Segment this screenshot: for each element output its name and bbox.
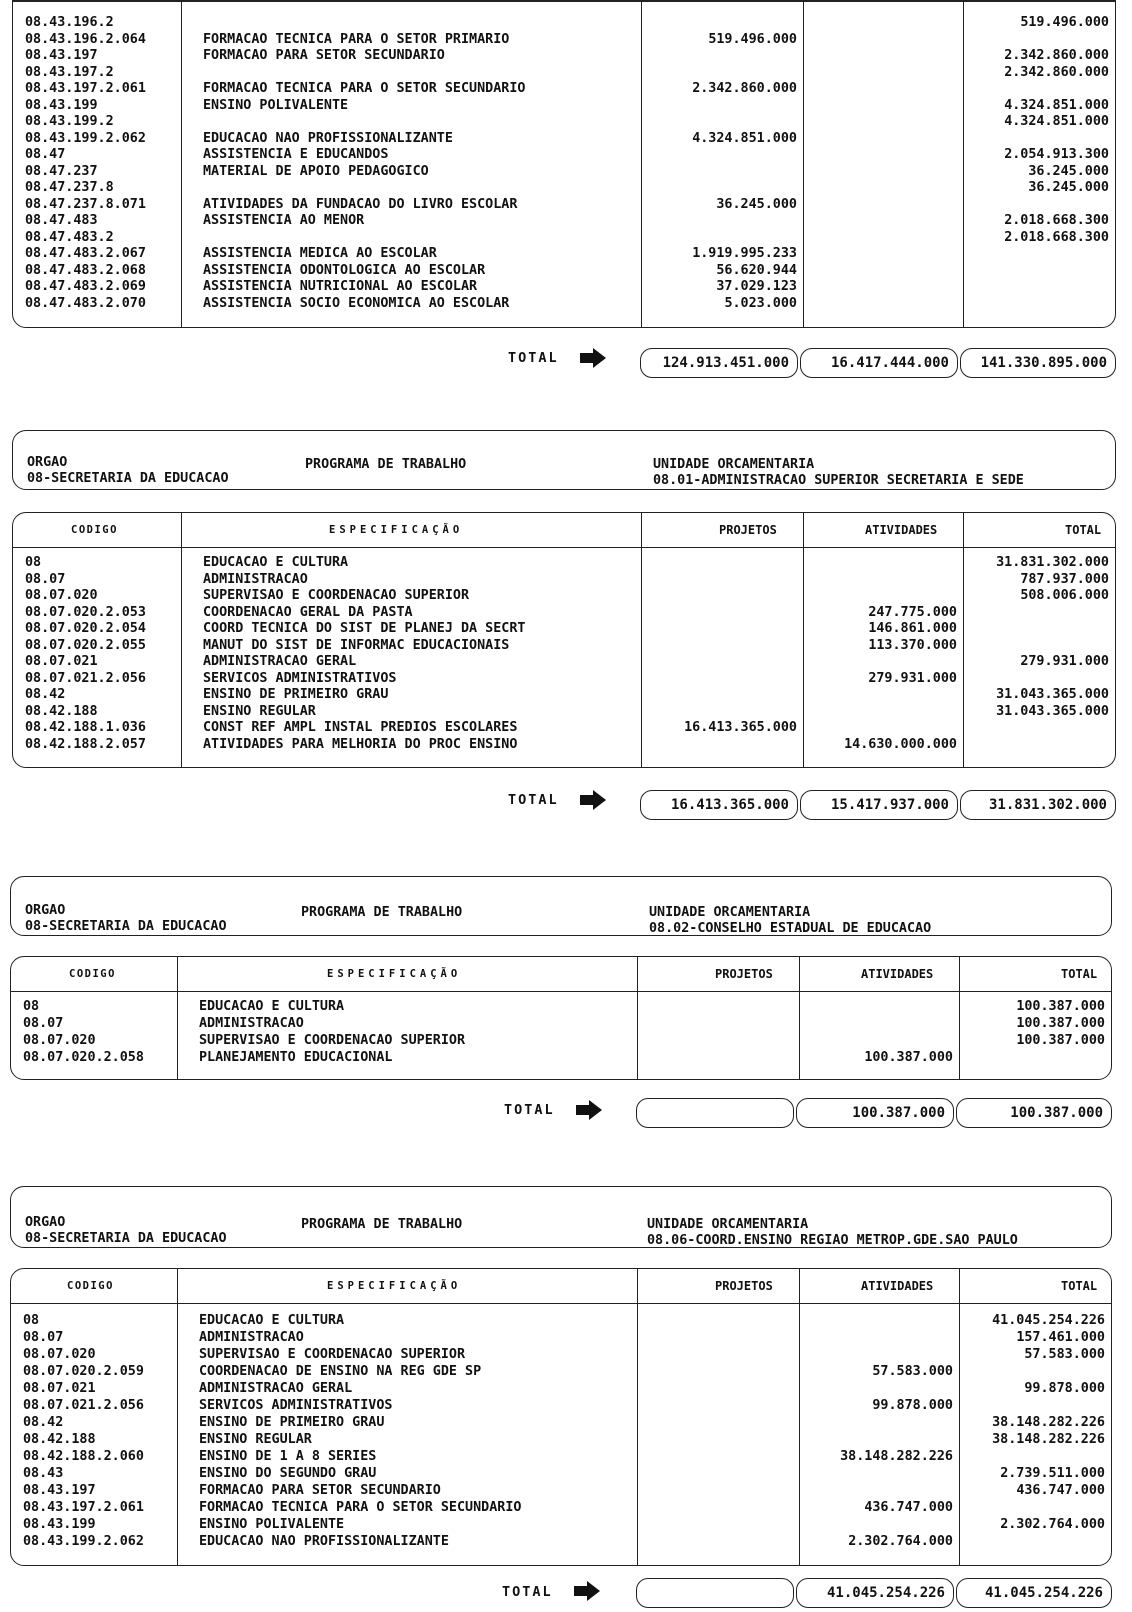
row-codigo: 08.07.021 (25, 654, 98, 669)
orgao-label: ORGAO (25, 903, 66, 918)
row-especificacao: SERVICOS ADMINISTRATIVOS (199, 1398, 393, 1413)
table-row (11, 1313, 1111, 1330)
total-label: TOTAL (504, 1102, 555, 1118)
table-row (13, 98, 1115, 115)
unidade-name: 08.01-ADMINISTRACAO SUPERIOR SECRETARIA E SEDE (653, 473, 1024, 488)
table-row (13, 279, 1115, 296)
row-especificacao: ENSINO DE 1 A 8 SERIES (199, 1449, 377, 1464)
row-total: 36.245.000 (1028, 163, 1109, 179)
row-especificacao: MANUT DO SIST DE INFORMAC EDUCACIONAIS (203, 637, 510, 653)
row-codigo: 08.43.199 (25, 97, 98, 113)
row-atividades: 279.931.000 (868, 670, 957, 686)
table-row (13, 654, 1115, 671)
row-especificacao: MATERIAL DE APOIO PEDAGOGICO (203, 163, 429, 179)
header-divider (11, 1303, 1111, 1304)
row-atividades: 38.148.282.226 (840, 1449, 953, 1464)
table-row (13, 296, 1115, 313)
row-codigo: 08.43.197 (25, 48, 98, 63)
row-projetos: 5.023.000 (724, 295, 797, 311)
row-especificacao: EDUCACAO E CULTURA (199, 1313, 345, 1328)
row-especificacao: ASSISTENCIA E EDUCANDOS (203, 147, 389, 162)
row-total: 31.043.365.000 (996, 703, 1109, 719)
row-codigo: 08.43 (23, 1466, 64, 1481)
table-row (11, 999, 1111, 1016)
header-total: TOTAL (1065, 523, 1102, 537)
row-total: 519.496.000 (1020, 15, 1109, 30)
table-row (13, 671, 1115, 688)
total-geral: 141.330.895.000 (960, 348, 1116, 378)
header-total: TOTAL (1061, 1279, 1098, 1293)
row-atividades: 436.747.000 (864, 1500, 953, 1515)
row-projetos: 37.029.123 (716, 279, 797, 294)
row-total: 2.302.764.000 (1000, 1517, 1105, 1532)
budget-table (10, 956, 1112, 1080)
header-projetos: PROJETOS (715, 967, 773, 981)
total-geral: 41.045.254.226 (956, 1578, 1112, 1608)
row-total: 38.148.282.226 (992, 1432, 1105, 1447)
row-especificacao: ENSINO REGULAR (199, 1432, 312, 1447)
row-especificacao: ATIVIDADES DA FUNDACAO DO LIVRO ESCOLAR (203, 196, 518, 212)
header-codigo: CODIGO (69, 968, 116, 980)
row-total: 100.387.000 (1016, 999, 1105, 1014)
row-codigo: 08.42.188 (25, 703, 98, 719)
header-divider (11, 991, 1111, 992)
total-atividades: 15.417.937.000 (800, 790, 958, 820)
row-codigo: 08 (23, 999, 40, 1014)
row-codigo: 08.47.483.2.067 (25, 246, 146, 261)
row-codigo: 08.07.021.2.056 (25, 670, 146, 686)
row-especificacao: ADMINISTRACAO GERAL (199, 1381, 353, 1396)
table-row (13, 114, 1115, 131)
row-atividades: 146.861.000 (868, 621, 957, 636)
row-codigo: 08.47.483.2 (25, 229, 114, 245)
header-total: TOTAL (1061, 967, 1098, 981)
row-codigo: 08.43.196.2.064 (25, 31, 146, 47)
total-atividades: 100.387.000 (796, 1098, 954, 1128)
table-row (13, 704, 1115, 721)
row-especificacao: ENSINO POLIVALENTE (203, 97, 349, 113)
row-especificacao: EDUCACAO E CULTURA (203, 555, 349, 570)
row-codigo: 08.47.237.8.071 (25, 196, 146, 212)
row-especificacao: ADMINISTRACAO (199, 1330, 304, 1345)
row-codigo: 08.43.199.2.062 (23, 1534, 144, 1549)
total-label: TOTAL (502, 1584, 553, 1600)
table-row (11, 1415, 1111, 1432)
row-especificacao: CONST REF AMPL INSTAL PREDIOS ESCOLARES (203, 720, 518, 735)
row-codigo: 08.43.197 (23, 1483, 96, 1498)
table-row (13, 737, 1115, 754)
row-codigo: 08 (23, 1313, 40, 1328)
table-row (13, 180, 1115, 197)
table-row (13, 230, 1115, 247)
row-especificacao: FORMACAO PARA SETOR SECUNDARIO (199, 1483, 441, 1498)
table-row (13, 638, 1115, 655)
row-total: 100.387.000 (1016, 1016, 1105, 1031)
row-especificacao: ADMINISTRACAO GERAL (203, 654, 357, 669)
table-row (13, 246, 1115, 263)
table-row (13, 147, 1115, 164)
row-codigo: 08.07.020.2.054 (25, 621, 146, 636)
table-row (13, 164, 1115, 181)
arrow-right-icon (572, 1580, 602, 1602)
total-projetos: 124.913.451.000 (640, 348, 798, 378)
row-projetos: 1.919.995.233 (692, 246, 797, 261)
table-row (13, 687, 1115, 704)
table-row (11, 1016, 1111, 1033)
row-codigo: 08.07.021.2.056 (23, 1398, 144, 1413)
row-codigo: 08.07.020 (23, 1347, 96, 1362)
row-especificacao: COORD TECNICA DO SIST DE PLANEJ DA SECRT (203, 621, 526, 636)
row-total: 31.043.365.000 (996, 687, 1109, 702)
row-total: 2.342.860.000 (1004, 64, 1109, 80)
unidade-name: 08.06-COORD.ENSINO REGIAO METROP.GDE.SAO PAULO (647, 1233, 1018, 1248)
header-atividades: ATIVIDADES (865, 523, 938, 537)
total-projetos (636, 1098, 794, 1128)
header-divider (13, 547, 1115, 548)
row-codigo: 08.42.188.1.036 (25, 720, 146, 735)
budget-table (12, 512, 1116, 768)
table-row (13, 15, 1115, 32)
orgao-name: 08-SECRETARIA DA EDUCACAO (25, 1231, 227, 1246)
row-total: 38.148.282.226 (992, 1415, 1105, 1430)
row-total: 99.878.000 (1024, 1381, 1105, 1396)
row-codigo: 08.43.197.2.061 (23, 1500, 144, 1515)
table-row (11, 1500, 1111, 1517)
header-especificacao: ESPECIFICAÇÃO (327, 968, 462, 980)
row-codigo: 08.47.237 (25, 163, 98, 179)
table-row (13, 555, 1115, 572)
row-total: 157.461.000 (1016, 1330, 1105, 1345)
table-row (11, 1432, 1111, 1449)
table-row (11, 1347, 1111, 1364)
unidade-label: UNIDADE ORCAMENTARIA (653, 457, 815, 472)
row-atividades: 57.583.000 (872, 1364, 953, 1379)
unidade-label: UNIDADE ORCAMENTARIA (649, 905, 811, 920)
total-projetos: 16.413.365.000 (640, 790, 798, 820)
row-especificacao: SUPERVISAO E COORDENACAO SUPERIOR (199, 1033, 466, 1048)
row-atividades: 2.302.764.000 (848, 1534, 953, 1549)
row-atividades: 14.630.000.000 (844, 736, 957, 752)
row-projetos: 36.245.000 (716, 196, 797, 212)
row-codigo: 08.42 (23, 1415, 64, 1430)
row-especificacao: FORMACAO TECNICA PARA O SETOR SECUNDARIO (199, 1500, 522, 1515)
row-codigo: 08.47.483.2.069 (25, 279, 146, 294)
table-row (13, 572, 1115, 589)
arrow-right-icon (574, 1099, 604, 1121)
table-row (13, 213, 1115, 230)
row-codigo: 08 (25, 555, 42, 570)
row-codigo: 08.07.020.2.053 (25, 604, 146, 620)
arrow-right-icon (578, 347, 608, 369)
row-total: 279.931.000 (1020, 654, 1109, 669)
row-codigo: 08.47.483.2.070 (25, 295, 146, 311)
row-especificacao: SERVICOS ADMINISTRATIVOS (203, 670, 397, 686)
orgao-label: ORGAO (27, 455, 68, 470)
row-especificacao: PLANEJAMENTO EDUCACIONAL (199, 1050, 393, 1065)
total-geral: 31.831.302.000 (960, 790, 1116, 820)
table-row (11, 1381, 1111, 1398)
row-especificacao: ENSINO DE PRIMEIRO GRAU (199, 1415, 385, 1430)
header-projetos: PROJETOS (719, 523, 777, 537)
row-total: 2.739.511.000 (1000, 1466, 1105, 1481)
header-codigo: CODIGO (71, 524, 118, 536)
row-especificacao: ASSISTENCIA NUTRICIONAL AO ESCOLAR (203, 279, 478, 294)
row-codigo: 08.47.483 (25, 213, 98, 228)
table-row (13, 197, 1115, 214)
row-total: 4.324.851.000 (1004, 114, 1109, 129)
programa-label: PROGRAMA DE TRABALHO (301, 1217, 463, 1232)
programa-label: PROGRAMA DE TRABALHO (305, 457, 467, 472)
table-row (11, 1449, 1111, 1466)
table-row (13, 131, 1115, 148)
row-especificacao: FORMACAO PARA SETOR SECUNDARIO (203, 48, 445, 63)
row-especificacao: ASSISTENCIA SOCIO ECONOMICA AO ESCOLAR (203, 295, 510, 311)
row-atividades: 247.775.000 (868, 604, 957, 620)
total-label: TOTAL (508, 350, 559, 366)
table-row (13, 263, 1115, 280)
row-codigo: 08.47 (25, 147, 66, 162)
header-atividades: ATIVIDADES (861, 967, 934, 981)
table-row (13, 720, 1115, 737)
row-atividades: 100.387.000 (864, 1050, 953, 1065)
row-codigo: 08.42.188 (23, 1432, 96, 1447)
row-especificacao: FORMACAO TECNICA PARA O SETOR PRIMARIO (203, 31, 510, 47)
table-row (13, 48, 1115, 65)
row-especificacao: ASSISTENCIA ODONTOLOGICA AO ESCOLAR (203, 262, 486, 278)
row-especificacao: ATIVIDADES PARA MELHORIA DO PROC ENSINO (203, 736, 518, 752)
header-especificacao: ESPECIFICAÇÃO (329, 524, 464, 536)
total-projetos (636, 1578, 794, 1608)
row-codigo: 08.43.199.2.062 (25, 130, 146, 146)
row-codigo: 08.43.199 (23, 1517, 96, 1532)
row-codigo: 08.07.021 (23, 1381, 96, 1396)
table-row (11, 1534, 1111, 1551)
row-projetos: 2.342.860.000 (692, 81, 797, 96)
orgao-name: 08-SECRETARIA DA EDUCACAO (27, 471, 229, 486)
row-codigo: 08.43.199.2 (25, 114, 114, 129)
row-projetos: 519.496.000 (708, 31, 797, 47)
row-projetos: 16.413.365.000 (684, 720, 797, 735)
header-atividades: ATIVIDADES (861, 1279, 934, 1293)
row-total: 100.387.000 (1016, 1033, 1105, 1048)
orgao-label: ORGAO (25, 1215, 66, 1230)
row-especificacao: ENSINO POLIVALENTE (199, 1517, 345, 1532)
orgao-header-box (10, 876, 1112, 936)
total-geral: 100.387.000 (956, 1098, 1112, 1128)
row-total: 2.054.913.300 (1004, 147, 1109, 162)
header-codigo: CODIGO (67, 1280, 114, 1292)
table-row (13, 588, 1115, 605)
budget-table-continued (12, 0, 1116, 328)
row-especificacao: ENSINO REGULAR (203, 703, 316, 719)
row-codigo: 08.42.188.2.060 (23, 1449, 144, 1464)
row-codigo: 08.07 (25, 571, 66, 587)
row-especificacao: ASSISTENCIA AO MENOR (203, 213, 365, 228)
row-especificacao: SUPERVISAO E COORDENACAO SUPERIOR (199, 1347, 466, 1362)
header-especificacao: ESPECIFICAÇÃO (327, 1280, 462, 1292)
row-codigo: 08.47.237.8 (25, 180, 114, 195)
unidade-label: UNIDADE ORCAMENTARIA (647, 1217, 809, 1232)
table-row (11, 1050, 1111, 1067)
row-especificacao: ADMINISTRACAO (199, 1016, 304, 1031)
row-atividades: 99.878.000 (872, 1398, 953, 1413)
table-row (13, 81, 1115, 98)
row-atividades: 113.370.000 (868, 637, 957, 653)
arrow-right-icon (578, 789, 608, 811)
row-codigo: 08.43.196.2 (25, 15, 114, 30)
row-codigo: 08.07.020 (23, 1033, 96, 1048)
row-especificacao: COORDENACAO DE ENSINO NA REG GDE SP (199, 1364, 482, 1379)
orgao-name: 08-SECRETARIA DA EDUCACAO (25, 919, 227, 934)
row-especificacao: ENSINO DO SEGUNDO GRAU (199, 1466, 377, 1481)
row-total: 508.006.000 (1020, 588, 1109, 603)
row-codigo: 08.43.197.2.061 (25, 81, 146, 96)
header-projetos: PROJETOS (715, 1279, 773, 1293)
table-row (11, 1033, 1111, 1050)
row-total: 41.045.254.226 (992, 1313, 1105, 1328)
row-especificacao: EDUCACAO NAO PROFISSIONALIZANTE (199, 1534, 449, 1549)
row-especificacao: SUPERVISAO E COORDENACAO SUPERIOR (203, 588, 470, 603)
row-codigo: 08.07.020 (25, 588, 98, 603)
programa-label: PROGRAMA DE TRABALHO (301, 905, 463, 920)
row-especificacao: EDUCACAO E CULTURA (199, 999, 345, 1014)
row-codigo: 08.07 (23, 1330, 64, 1345)
row-codigo: 08.47.483.2.068 (25, 262, 146, 278)
row-codigo: 08.42 (25, 687, 66, 702)
table-row (13, 621, 1115, 638)
row-especificacao: ADMINISTRACAO (203, 571, 308, 587)
table-row (11, 1483, 1111, 1500)
row-total: 787.937.000 (1020, 571, 1109, 587)
row-codigo: 08.07.020.2.058 (23, 1050, 144, 1065)
row-codigo: 08.07 (23, 1016, 64, 1031)
total-atividades: 41.045.254.226 (796, 1578, 954, 1608)
table-row (11, 1330, 1111, 1347)
row-especificacao: ASSISTENCIA MEDICA AO ESCOLAR (203, 246, 437, 261)
row-total: 2.018.668.300 (1004, 213, 1109, 228)
table-row (11, 1466, 1111, 1483)
row-total: 4.324.851.000 (1004, 97, 1109, 113)
table-row (13, 605, 1115, 622)
table-row (13, 65, 1115, 82)
table-row (13, 32, 1115, 49)
orgao-header-box (10, 1186, 1112, 1248)
row-codigo: 08.07.020.2.055 (25, 637, 146, 653)
row-total: 31.831.302.000 (996, 555, 1109, 570)
row-especificacao: FORMACAO TECNICA PARA O SETOR SECUNDARIO (203, 81, 526, 96)
total-label: TOTAL (508, 792, 559, 808)
row-total: 57.583.000 (1024, 1347, 1105, 1362)
table-row (11, 1364, 1111, 1381)
row-projetos: 56.620.944 (716, 262, 797, 278)
row-total: 2.342.860.000 (1004, 48, 1109, 63)
row-total: 436.747.000 (1016, 1483, 1105, 1498)
orgao-header-box (12, 430, 1116, 490)
table-row (11, 1517, 1111, 1534)
row-projetos: 4.324.851.000 (692, 130, 797, 146)
row-especificacao: EDUCACAO NAO PROFISSIONALIZANTE (203, 130, 453, 146)
unidade-name: 08.02-CONSELHO ESTADUAL DE EDUCACAO (649, 921, 932, 936)
row-especificacao: ENSINO DE PRIMEIRO GRAU (203, 687, 389, 702)
total-atividades: 16.417.444.000 (800, 348, 958, 378)
table-row (11, 1398, 1111, 1415)
row-codigo: 08.07.020.2.059 (23, 1364, 144, 1379)
row-codigo: 08.42.188.2.057 (25, 736, 146, 752)
row-codigo: 08.43.197.2 (25, 64, 114, 80)
row-total: 36.245.000 (1028, 180, 1109, 195)
row-total: 2.018.668.300 (1004, 229, 1109, 245)
budget-table (10, 1268, 1112, 1566)
row-especificacao: COORDENACAO GERAL DA PASTA (203, 604, 413, 620)
